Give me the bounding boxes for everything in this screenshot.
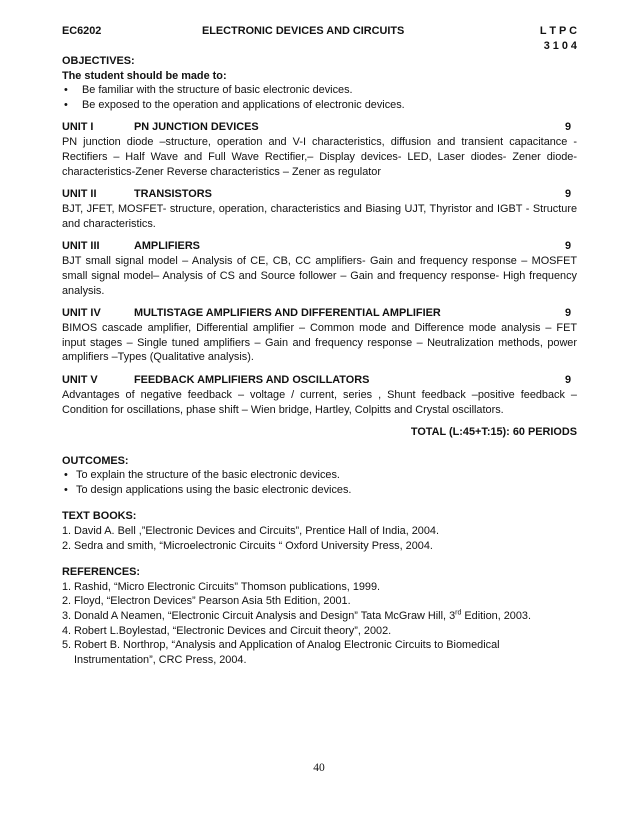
unit-title: FEEDBACK AMPLIFIERS AND OSCILLATORS	[134, 373, 370, 386]
unit-body: PN junction diode –structure, operation and V-I characteristics, diffusion and transient capacitance - Rectifiers – Half Wave and Full Wave Rectifier,– Display devices- LED, Laser diodes- Zener diode-characteristics-Zener Reverse characteristics – Zener as regulator	[62, 136, 577, 178]
unit-heading	[62, 239, 577, 254]
unit-title: TRANSISTORS	[134, 188, 212, 201]
unit-hours: 9	[564, 307, 571, 320]
item-number: 4.	[62, 624, 72, 637]
references-list	[62, 580, 577, 668]
item-number: 1.	[62, 525, 72, 538]
unit-hours: 9	[564, 121, 571, 134]
unit-title: MULTISTAGE AMPLIFIERS AND DIFFERENTIAL AMPLIFIER	[134, 307, 441, 320]
references-section	[62, 565, 577, 667]
unit-body: BIMOS cascade amplifier, Differential amplifier – Common mode and Difference mode analysis – FET input stages – Single tuned amplifiers – Gain and frequency response – Neutralization methods, power amplifiers –Types (Qualitative analysis).	[62, 322, 577, 364]
objectives-list	[62, 83, 577, 112]
objectives-intro: The student should be made to:	[62, 69, 227, 82]
reference-text: Floyd, “Electron Devices” Pearson Asia 5th Edition, 2001.	[74, 595, 351, 608]
reference-text: Rashid, “Micro Electronic Circuits” Thomson publications, 1999.	[74, 580, 381, 593]
unit-hours: 9	[564, 240, 571, 253]
unit-number: UNIT II	[62, 188, 97, 201]
reference-item	[62, 609, 577, 624]
item-number: 3.	[62, 610, 72, 623]
ltpc-label: L T P C	[539, 25, 577, 37]
unit-section	[62, 187, 577, 231]
reference-item	[62, 624, 577, 639]
item-number: 2.	[62, 539, 72, 552]
course-code: EC6202	[62, 25, 102, 37]
outcomes-list	[62, 468, 577, 497]
unit-heading	[62, 187, 577, 202]
outcome-item: • To explain the structure of the basic electronic devices.	[62, 468, 577, 483]
unit-body: BJT small signal model – Analysis of CE, CB, CC amplifiers- Gain and frequency response – MOSFET small signal model– Analysis of CS and Source follower – Gain and frequency response- High frequency analysis.	[62, 255, 577, 297]
textbook-item	[62, 539, 577, 554]
unit-number: UNIT I	[62, 121, 94, 134]
total-periods: TOTAL (L:45+T:15): 60 PERIODS	[410, 426, 577, 439]
reference-text: Donald A Neamen, “Electronic Circuit Analysis and Design” Tata McGraw Hill, 3	[74, 610, 456, 623]
unit-body: Advantages of negative feedback – voltage / current, series , Shunt feedback –positive feedback – Condition for oscillations, phase shift – Wien bridge, Hartley, Colpitts and Crystal oscillators.	[62, 388, 577, 416]
reference-item	[62, 638, 577, 667]
textbook-text: Sedra and smith, “Microelectronic Circuits “ Oxford University Press, 2004.	[74, 539, 433, 552]
unit-section	[62, 239, 577, 298]
unit-heading	[62, 306, 577, 321]
outcomes-section	[62, 454, 577, 498]
unit-section	[62, 373, 577, 417]
outcome-item: • To design applications using the basic electronic devices.	[62, 483, 577, 498]
unit-section	[62, 306, 577, 365]
unit-number: UNIT III	[62, 240, 100, 253]
unit-heading	[62, 373, 577, 388]
references-heading: REFERENCES:	[62, 566, 141, 579]
textbooks-list	[62, 524, 577, 553]
textbook-item	[62, 524, 577, 539]
textbooks-heading: TEXT BOOKS:	[62, 510, 137, 523]
objective-item: • Be familiar with the structure of basic electronic devices.	[62, 83, 577, 98]
item-number: 2.	[62, 595, 72, 608]
objectives-heading: OBJECTIVES:	[62, 55, 135, 67]
textbooks-section	[62, 509, 577, 553]
unit-number: UNIT IV	[62, 307, 101, 320]
unit-hours: 9	[564, 373, 571, 386]
unit-title: PN JUNCTION DEVICES	[134, 121, 259, 134]
syllabus-page	[62, 24, 577, 667]
item-number: 5.	[62, 639, 72, 652]
item-number: 1.	[62, 580, 72, 593]
course-title: ELECTRONIC DEVICES AND CIRCUITS	[202, 25, 405, 37]
reference-text: Robert L.Boylestad, “Electronic Devices and Circuit theory”, 2002.	[74, 624, 392, 637]
ltpc-credits: 3 1 0 4	[543, 39, 577, 52]
unit-number: UNIT V	[62, 373, 98, 386]
course-header	[62, 24, 577, 54]
unit-section	[62, 120, 577, 179]
reference-text-end: Edition, 2003.	[461, 610, 532, 623]
objective-item: • Be exposed to the operation and applications of electronic devices.	[62, 98, 577, 113]
unit-hours: 9	[564, 188, 571, 201]
objectives-section	[62, 54, 577, 112]
superscript: rd	[455, 609, 462, 617]
reference-text: Robert B. Northrop, “Analysis and Application of Analog Electronic Circuits to Biomedical Instrumentation”, CRC Press, 2004.	[74, 639, 500, 666]
ltpc-block	[540, 24, 577, 53]
reference-item	[62, 594, 577, 609]
unit-title: AMPLIFIERS	[134, 240, 200, 253]
page-number: 40	[313, 762, 325, 774]
reference-item	[62, 580, 577, 595]
textbook-text: David A. Bell ,”Electronic Devices and Circuits”, Prentice Hall of India, 2004.	[74, 525, 439, 538]
unit-heading	[62, 120, 577, 135]
outcomes-heading: OUTCOMES:	[62, 454, 129, 467]
unit-body: BJT, JFET, MOSFET- structure, operation, characteristics and Biasing UJT, Thyristor and IGBT - Structure and characteristics.	[62, 203, 577, 230]
